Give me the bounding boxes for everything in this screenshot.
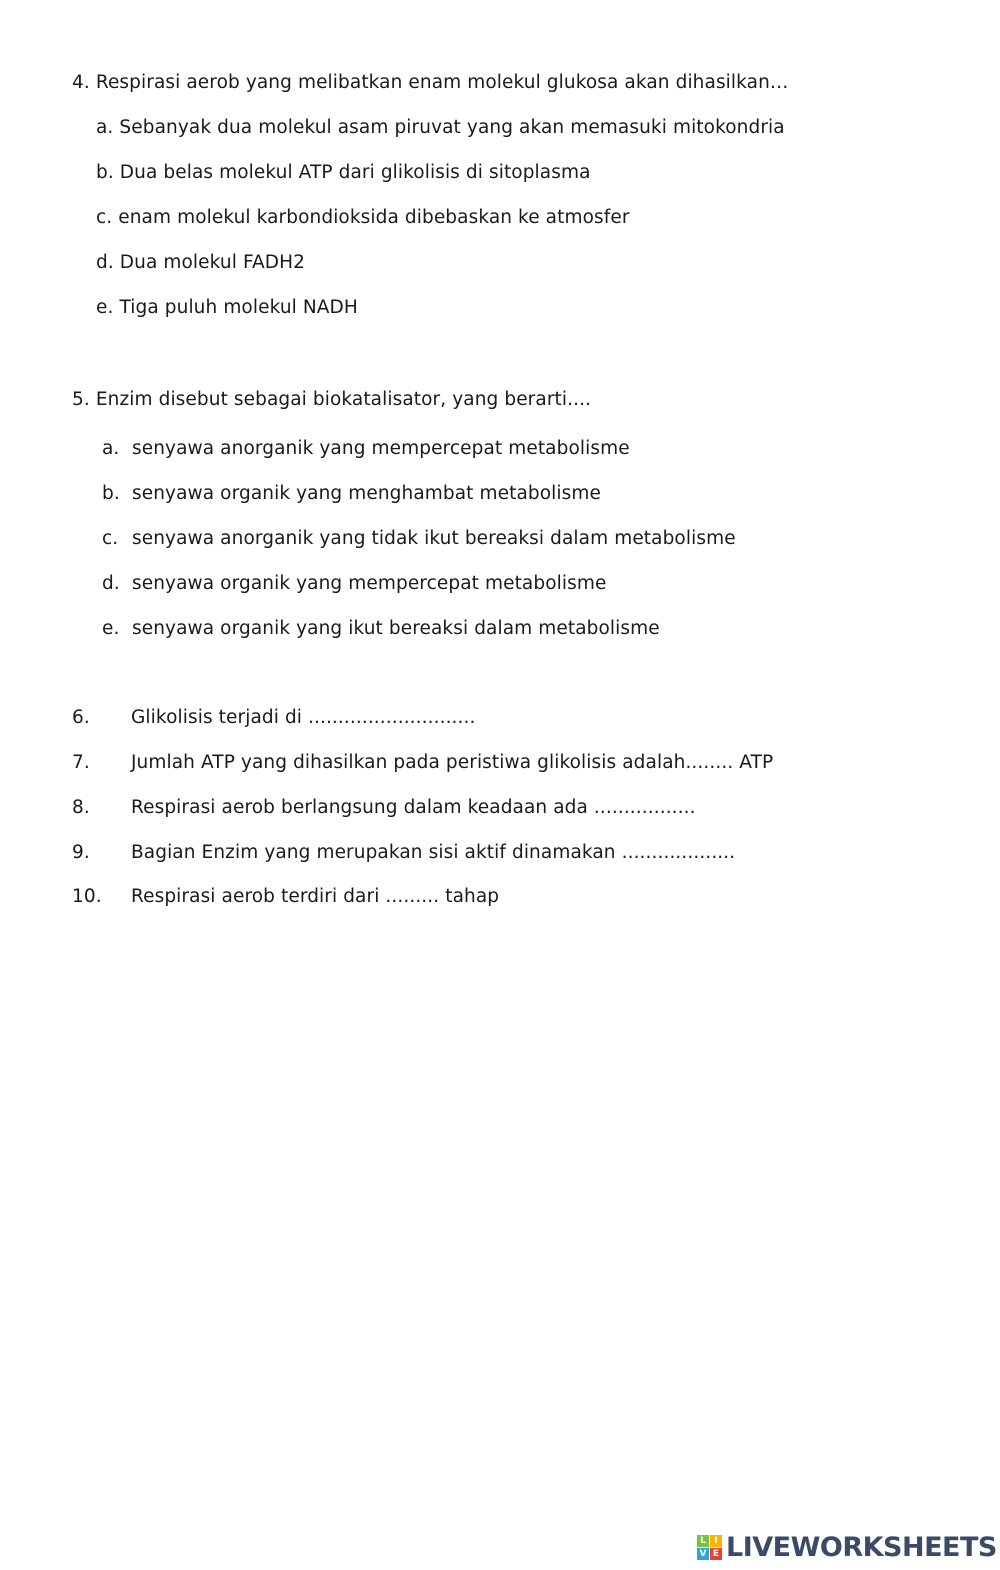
logo-mark-letter: L [697,1535,709,1547]
q5-option-text: senyawa organik yang ikut bereaksi dalam metabolisme [132,618,660,639]
question-5: 5. Enzim disebut sebagai biokatalisator, yang berarti.... [72,389,592,410]
q4-option-c: c. enam molekul karbondioksida dibebaskan ke atmosfer [96,207,630,228]
q4-option-a: a. Sebanyak dua molekul asam piruvat yang akan memasuki mitokondria [96,117,785,138]
q5-option-letter: a. [102,438,120,459]
question-number: 7. [72,752,90,773]
q5-option-letter: d. [102,573,120,594]
question-text: Bagian Enzim yang merupakan sisi aktif dinamakan ................... [131,842,736,863]
logo-mark-letter: V [697,1548,709,1560]
q5-option-text: senyawa organik yang menghambat metabolisme [132,483,601,504]
liveworksheets-logo [697,1532,997,1562]
q4-option-d: d. Dua molekul FADH2 [96,252,305,273]
question-number: 10. [72,886,102,907]
logo-mark-letter: I [710,1535,722,1547]
question-text: Respirasi aerob terdiri dari ......... tahap [131,886,500,907]
logo-mark-icon [697,1535,722,1560]
q5-option-letter: b. [102,483,120,504]
question-text: Glikolisis terjadi di ............................ [131,707,476,728]
question-number: 8. [72,797,90,818]
q5-option-text: senyawa anorganik yang tidak ikut bereaksi dalam metabolisme [132,528,736,549]
question-number: 9. [72,842,90,863]
q4-option-b: b. Dua belas molekul ATP dari glikolisis di sitoplasma [96,162,591,183]
question-text: Jumlah ATP yang dihasilkan pada peristiwa glikolisis adalah........ ATP [131,752,774,773]
question-number: 6. [72,707,90,728]
q4-option-e: e. Tiga puluh molekul NADH [96,297,358,318]
q5-option-text: senyawa anorganik yang mempercepat metabolisme [132,438,630,459]
logo-text: LIVEWORKSHEETS [726,1531,997,1563]
logo-mark-letter: E [710,1548,722,1560]
q5-option-letter: c. [102,528,119,549]
q5-option-text: senyawa organik yang mempercepat metabolisme [132,573,607,594]
question-4: 4. Respirasi aerob yang melibatkan enam molekul glukosa akan dihasilkan… [72,72,789,93]
q5-option-letter: e. [102,618,120,639]
question-text: Respirasi aerob berlangsung dalam keadaan ada ................. [131,797,696,818]
